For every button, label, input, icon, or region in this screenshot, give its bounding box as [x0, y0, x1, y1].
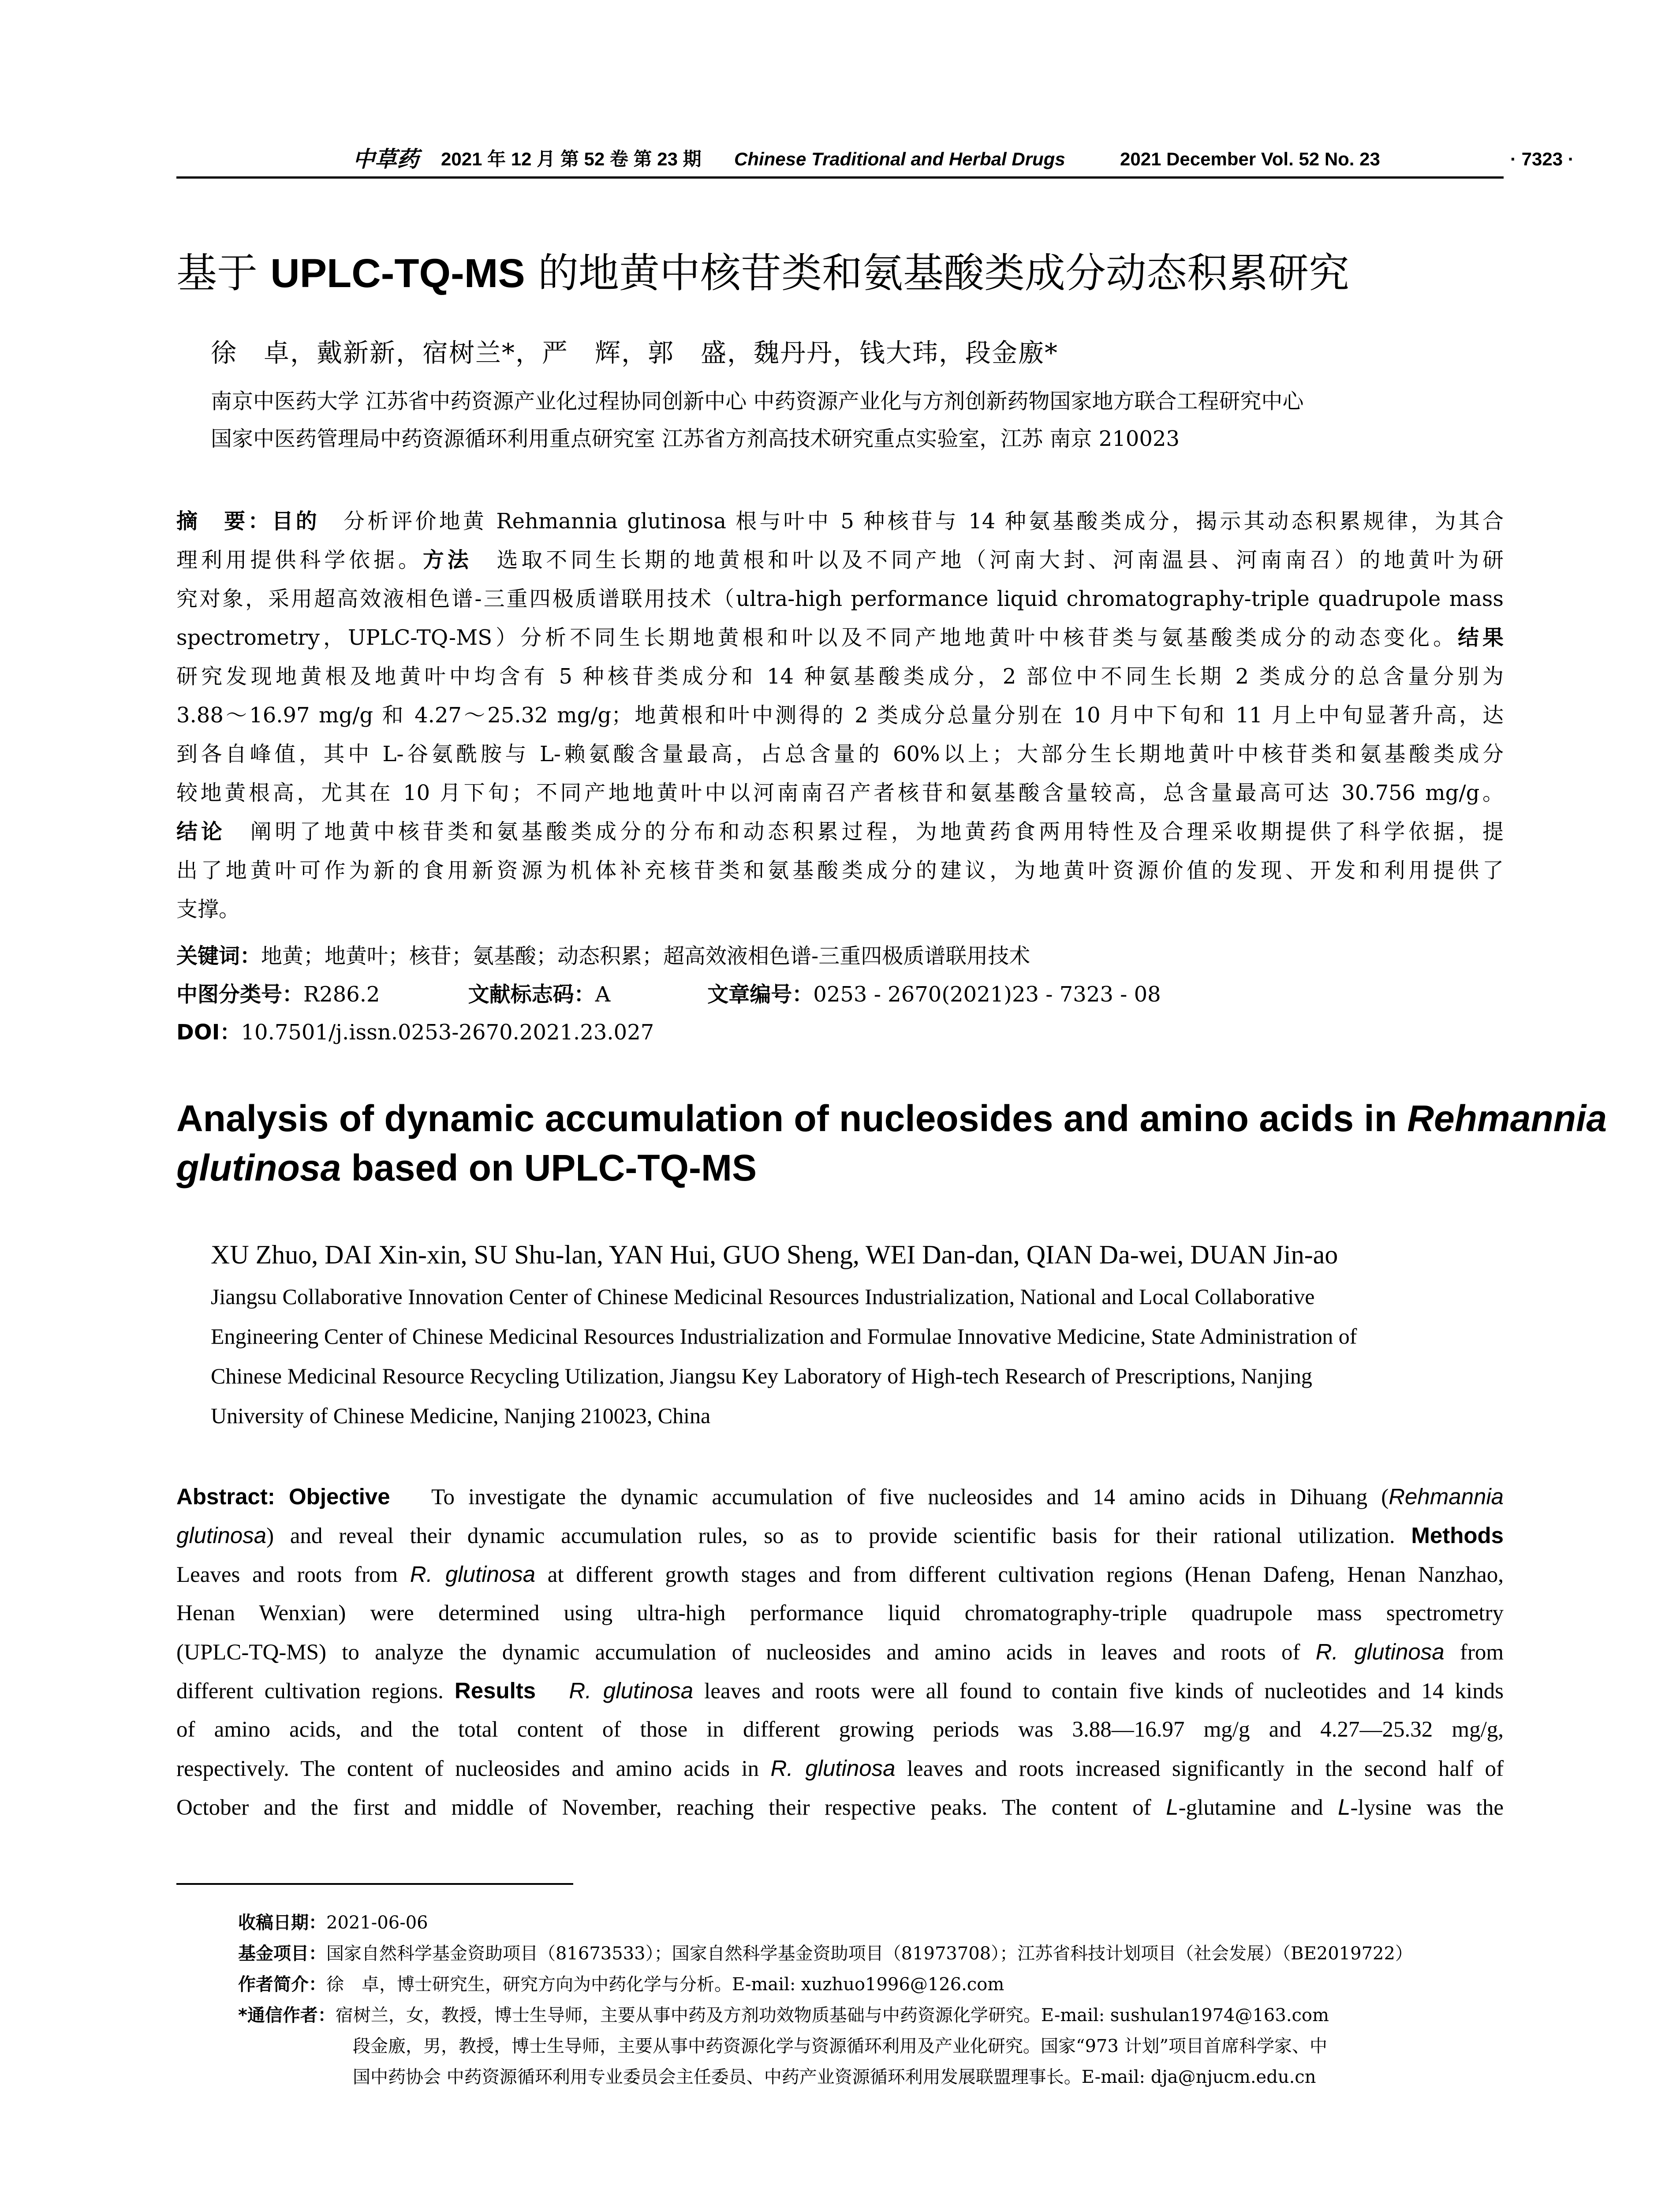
fund-label: 基金项目： [238, 1943, 326, 1964]
keywords-cn [176, 937, 1030, 975]
authors-en: XU Zhuo, DAI Xin-xin, SU Shu-lan, YAN Hui, GUO Sheng, WEI Dan-dan, QIAN Da-wei, DUAN Jin-ao [211, 1240, 1338, 1269]
header-rule [176, 176, 1504, 179]
abstract-en-text: October and the first and middle of November, reaching their respective peaks. The content of [176, 1795, 1166, 1820]
stereo-prefix: L [1338, 1794, 1351, 1820]
abstract-en-text: different cultivation regions. [176, 1679, 444, 1704]
methods-en-label: Methods [1411, 1523, 1504, 1548]
doi-label: DOI： [176, 1020, 241, 1045]
abstract-en-text: (UPLC-TQ-MS) to analyze the dynamic accumulation of nucleosides and amino acids in leaves and roots of [176, 1640, 1316, 1665]
species-name: glutinosa [176, 1523, 267, 1548]
title-en-line1 [176, 1094, 1607, 1143]
header-issue-en: 2021 December Vol. 52 No. 23 [1120, 149, 1380, 169]
keywords-text: 地黄；地黄叶；核苷；氨基酸；动态积累；超高效液相色谱-三重四极质谱联用技术 [261, 944, 1030, 968]
affiliation-en [211, 1277, 1503, 1435]
results-en-label: Results [454, 1678, 536, 1703]
authors-cn: 徐 卓，戴新新，宿树兰*，严 辉，郭 盛，魏丹丹，钱大玮，段金廒* [211, 338, 1059, 368]
header-page-number: · 7323 · [1510, 149, 1574, 169]
abstract-cn-label: 摘 要： [176, 509, 272, 534]
title-cn-method: UPLC-TQ-MS [270, 251, 525, 296]
species-name: R. glutinosa [410, 1562, 536, 1587]
abstract-en-label: Abstract: [176, 1484, 275, 1509]
doc-code-value: A [595, 982, 611, 1007]
abstract-cn-line: 选取不同生长期的地黄根和叶以及不同产地（河南大封、河南温县、河南南召）的地黄叶为研 [497, 548, 1504, 572]
affiliation-en-line: Engineering Center of Chinese Medicinal Resources Industrialization and Formulae Innovative Medicine, State Administration of [211, 1324, 1357, 1349]
abstract-cn-line: spectrometry，UPLC-TQ-MS）分析不同生长期地黄根和叶以及不同产地地黄叶中核苷类与氨基酸类成分的动态变化。 [176, 625, 1458, 650]
corresponding-label: *通信作者： [238, 2005, 336, 2026]
abstract-cn-line: 出了地黄叶可作为新的食用新资源为机体补充核苷类和氨基酸类成分的建议，为地黄叶资源价值的发现、开发和利用提供了 [176, 858, 1504, 883]
abstract-en-text: respectively. The content of nucleosides and amino acids in [176, 1757, 771, 1781]
abstract-cn-line: 理利用提供科学依据。 [176, 548, 423, 572]
title-cn-prefix: 基于 [176, 250, 271, 297]
clc-label: 中图分类号： [176, 982, 304, 1007]
affiliation-en-line: Chinese Medicinal Resource Recycling Utilization, Jiangsu Key Laboratory of High-tech Research of Prescriptions, Nanjing [211, 1364, 1312, 1388]
abstract-en-text: leaves and roots increased significantly in the second half of [895, 1757, 1504, 1781]
classification-cn [176, 975, 1161, 1013]
abstract-cn-line: 到各自峰值，其中 L-谷氨酰胺与 L-赖氨酸含量最高，占总含量的 60%以上；大部分生长期地黄叶中核苷类和氨基酸类成分 [176, 742, 1504, 766]
footnotes [238, 1907, 1504, 2093]
title-en-text: Analysis of dynamic accumulation of nucleosides and amino acids in [176, 1098, 1407, 1139]
abstract-en-text: -glutamine and [1178, 1795, 1338, 1820]
article-no-label: 文章编号： [707, 982, 814, 1007]
footnote-rule [176, 1883, 573, 1885]
author-bio-text: 徐 卓，博士研究生，研究方向为中药化学与分析。E-mail: xuzhuo1996@126.com [326, 1974, 1004, 1995]
doc-code-label: 文献标志码： [468, 982, 595, 1007]
fund-text: 国家自然科学基金资助项目（81673533）；国家自然科学基金资助项目（81973708）；江苏省科技计划项目（社会发展）（BE2019722） [326, 1943, 1413, 1964]
abstract-en-text: Leaves and roots from [176, 1562, 410, 1587]
abstract-cn-line: 研究发现地黄根及地黄叶中均含有 5 种核苷类成分和 14 种氨基酸类成分，2 部位中不同生长期 2 类成分的总含量分别为 [176, 664, 1504, 689]
doi [176, 1013, 654, 1051]
title-en-text: based on UPLC-TQ-MS [341, 1147, 757, 1188]
abstract-cn [176, 502, 1504, 929]
affiliation-cn-line: 南京中医药大学 江苏省中药资源产业化过程协同创新中心 中药资源产业化与方剂创新药物国家地方联合工程研究中心 [211, 389, 1304, 414]
received-date: 2021-06-06 [326, 1913, 428, 1933]
abstract-en-text: at different growth stages and from different cultivation regions (Henan Dafeng, Henan Nanzhao, [535, 1562, 1504, 1587]
title-en-italic: glutinosa [176, 1147, 341, 1188]
methods-label: 方法 [422, 548, 472, 572]
objective-label: 目的 [272, 509, 320, 534]
title-cn-rest: 的地黄中核苷类和氨基酸类成分动态积累研究 [525, 250, 1349, 297]
species-name: R. glutinosa [1315, 1639, 1445, 1664]
title-en-italic: Rehmannia [1407, 1098, 1607, 1139]
abstract-en-text: of amino acids, and the total content of those in different growing periods was 3.88—16.97 mg/g and 4.27—25.32 mg/g, [176, 1717, 1504, 1742]
species-name: R. glutinosa [770, 1756, 896, 1781]
abstract-en-text: -lysine was the [1350, 1795, 1504, 1820]
stereo-prefix: L [1166, 1794, 1179, 1820]
keywords-label: 关键词： [176, 944, 261, 968]
doi-value: 10.7501/j.issn.0253-2670.2021.23.027 [241, 1020, 654, 1045]
header-journal-en: Chinese Traditional and Herbal Drugs [734, 149, 1065, 169]
corresponding-text: 国中药协会 中药资源循环利用专业委员会主任委员、中药产业资源循环利用发展联盟理事长。E-mail: dja@njucm.edu.cn [353, 2067, 1316, 2087]
abstract-en-text: from [1444, 1640, 1504, 1665]
abstract-cn-line: 支撑。 [176, 897, 240, 922]
abstract-en [176, 1477, 1504, 1827]
abstract-en-text: To investigate the dynamic accumulation of five nucleosides and 14 amino acids in Dihuang ( [431, 1485, 1389, 1510]
title-cn [176, 245, 1349, 302]
species-name: Rehmannia [1389, 1484, 1504, 1509]
corresponding-text: 宿树兰，女，教授，博士生导师，主要从事中药及方剂功效物质基础与中药资源化学研究。E-mail: sushulan1974@163.com [335, 2005, 1329, 2026]
corresponding-text: 段金廒，男，教授，博士生导师，主要从事中药资源化学与资源循环利用及产业化研究。国家“973 计划”项目首席科学家、中 [353, 2036, 1327, 2056]
conclusion-label: 结论 [176, 819, 226, 844]
objective-en-label: Objective [289, 1484, 390, 1509]
abstract-en-text: ) and reveal their dynamic accumulation rules, so as to provide scientific basis for their rational utilization. [266, 1524, 1395, 1548]
title-en-line2 [176, 1143, 757, 1192]
author-bio-label: 作者简介： [238, 1974, 326, 1995]
header-issue-cn: 2021 年 12 月 第 52 卷 第 23 期 [441, 149, 702, 169]
affiliation-en-line: Jiangsu Collaborative Innovation Center of Chinese Medicinal Resources Industrialization, National and Local Collaborative [211, 1284, 1315, 1309]
results-label: 结果 [1458, 625, 1504, 650]
affiliation-cn-line: 国家中医药管理局中药资源循环利用重点研究室 江苏省方剂高技术研究重点实验室，江苏 南京 210023 [211, 426, 1180, 451]
abstract-cn-line: 3.88～16.97 mg/g 和 4.27～25.32 mg/g；地黄根和叶中测得的 2 类成分总量分别在 10 月中下旬和 11 月上中旬显著升高，达 [176, 703, 1504, 728]
header-journal-cn: 中草药 [353, 146, 419, 172]
abstract-cn-line: 阐明了地黄中核苷类和氨基酸类成分的分布和动态积累过程，为地黄药食两用特性及合理采收期提供了科学依据，提 [250, 819, 1504, 844]
clc-value: R286.2 [303, 982, 380, 1007]
received-label: 收稿日期： [238, 1913, 326, 1933]
abstract-cn-line: 分析评价地黄 Rehmannia glutinosa 根与叶中 5 种核苷与 14 种氨基酸类成分，揭示其动态积累规律，为其合 [343, 509, 1504, 534]
article-no-value: 0253 - 2670(2021)23 - 7323 - 08 [813, 982, 1161, 1007]
abstract-cn-line: 较地黄根高，尤其在 10 月下旬；不同产地地黄叶中以河南南召产者核苷和氨基酸含量较高，总含量最高可达 30.756 mg/g。 [176, 781, 1504, 805]
abstract-en-text: leaves and roots were all found to contain five kinds of nucleotides and 14 kinds [693, 1679, 1504, 1704]
abstract-cn-line: 究对象，采用超高效液相色谱-三重四极质谱联用技术（ultra-high performance liquid chromatography-triple quadrupole mass [176, 587, 1504, 611]
affiliation-en-line: University of Chinese Medicine, Nanjing 210023, China [211, 1403, 711, 1428]
abstract-en-text: Henan Wenxian) were determined using ultra-high performance liquid chromatography-triple quadrupole mass spectrometry [176, 1601, 1504, 1626]
species-name: R. glutinosa [569, 1678, 694, 1703]
